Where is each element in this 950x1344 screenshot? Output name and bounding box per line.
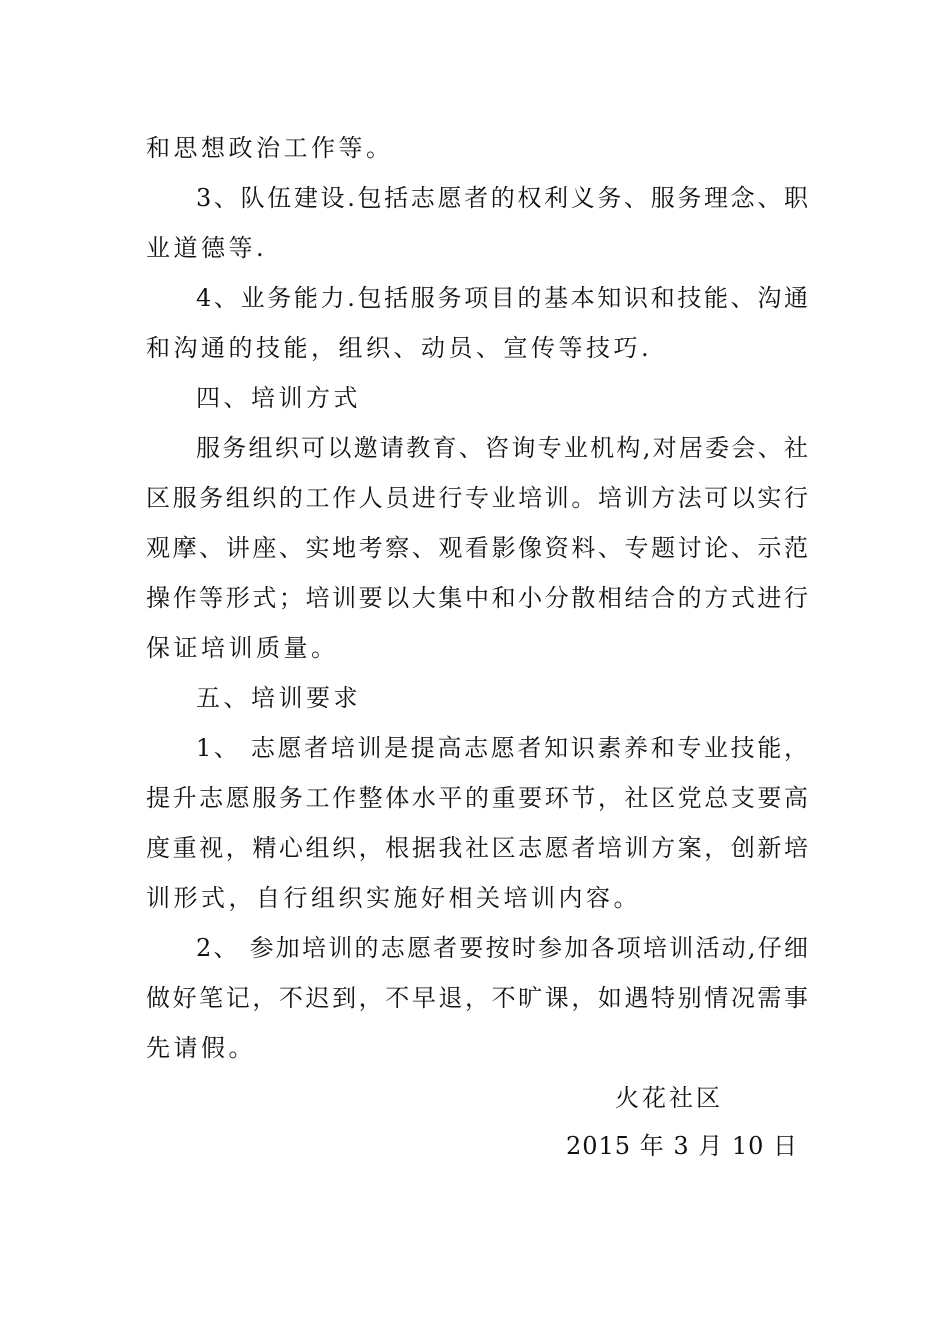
section-heading: 四、培训方式 — [196, 384, 361, 412]
paragraph-line: 1、 志愿者培训是提高志愿者知识素养和专业技能， — [196, 734, 808, 762]
paragraph-line: 业道德等. — [146, 234, 268, 262]
signature-date: 2015 年 3 月 10 日 — [566, 1132, 799, 1160]
paragraph-line: 服务组织可以邀请教育、咨询专业机构,对居委会、社 — [196, 434, 808, 462]
paragraph-line: 4、业务能力.包括服务项目的基本知识和技能、沟通 — [196, 284, 808, 312]
paragraph-line: 先请假。 — [146, 1034, 256, 1062]
paragraph-line: 做好笔记，不迟到，不早退，不旷课，如遇特别情况需事 — [146, 984, 808, 1012]
paragraph-line: 2、 参加培训的志愿者要按时参加各项培训活动,仔细 — [196, 934, 808, 962]
paragraph-line: 操作等形式；培训要以大集中和小分散相结合的方式进行 — [146, 584, 808, 612]
paragraph-line: 区服务组织的工作人员进行专业培训。培训方法可以实行 — [146, 484, 808, 512]
paragraph-line: 3、队伍建设.包括志愿者的权利义务、服务理念、职 — [196, 184, 808, 212]
paragraph-line: 保证培训质量。 — [146, 634, 339, 662]
paragraph-line: 提升志愿服务工作整体水平的重要环节，社区党总支要高 — [146, 784, 808, 812]
signature-organization: 火花社区 — [615, 1084, 723, 1112]
paragraph-line: 和思想政治工作等。 — [146, 134, 394, 162]
paragraph-line: 训形式，自行组织实施好相关培训内容。 — [146, 884, 641, 912]
document-body — [146, 123, 808, 1073]
paragraph-line: 观摩、讲座、实地考察、观看影像资料、专题讨论、示范 — [146, 534, 808, 562]
paragraph-line: 度重视，精心组织，根据我社区志愿者培训方案，创新培 — [146, 834, 808, 862]
paragraph-line: 和沟通的技能，组织、动员、宣传等技巧. — [146, 334, 653, 362]
section-heading: 五、培训要求 — [196, 684, 361, 712]
